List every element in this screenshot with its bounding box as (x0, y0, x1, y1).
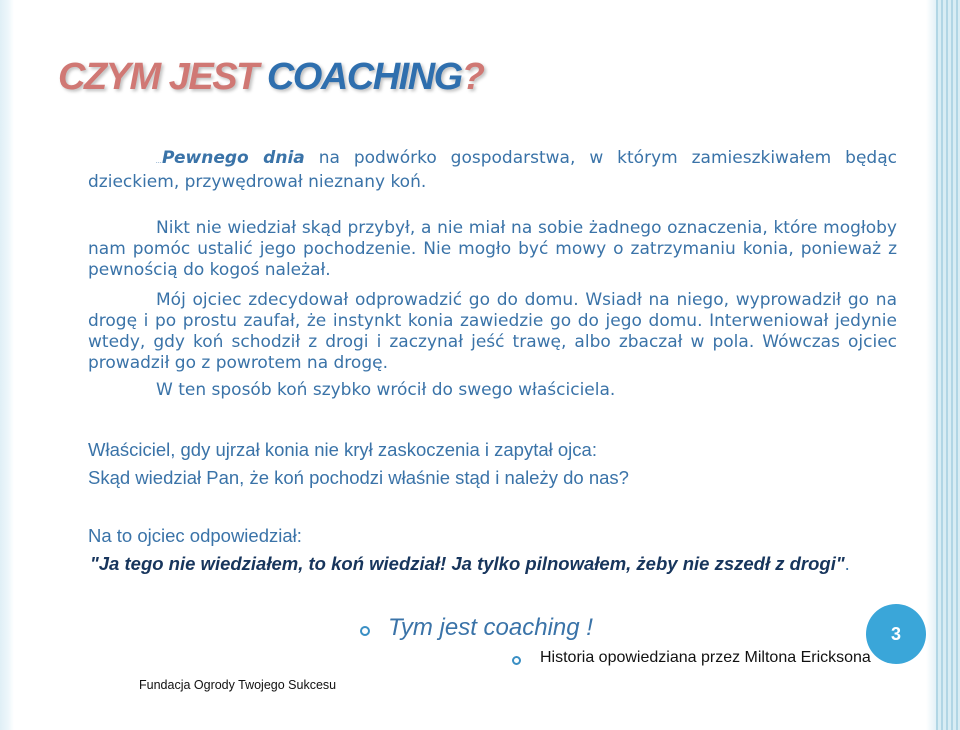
bullet-circle-icon (360, 626, 370, 636)
right-edge-fade (926, 0, 936, 730)
dialogue-line-2: Skąd wiedział Pan, że koń pochodzi właśnie stąd i należy do nas? (88, 467, 629, 488)
quote-period: . (844, 553, 850, 574)
story-source: Historia opowiedziana przez Miltona Ericksona (540, 649, 871, 666)
footer-organization: Fundacja Ogrody Twojego Sukcesu (139, 678, 337, 692)
slide-title (58, 56, 483, 99)
dialogue-line-3: Na to ojciec odpowiedział: (88, 525, 302, 546)
story-emphasis: Pewnego dnia (162, 148, 305, 168)
title-part-1: CZYM JEST (58, 56, 267, 98)
title-question-mark: ? (461, 56, 484, 98)
coaching-statement: Tym jest coaching ! (388, 614, 593, 641)
right-edge-stripes (936, 0, 960, 730)
story-paragraph-1-text: na podwórko gospodarstwa, w którym zamieszkiwałem będąc dzieckiem, przywędrował nieznany koń. (88, 148, 897, 192)
story-paragraph-2: Nikt nie wiedział skąd przybył, a nie miał na sobie żadnego oznaczenia, które mogłoby nam pomóc ustalić jego pochodzenie. Nie mogło być mowy o zatrzymaniu konia, ponieważ z pewnością do kogoś należał. (88, 218, 897, 280)
page-number-badge (866, 604, 926, 664)
left-edge-decoration (0, 0, 14, 730)
ellipsis: … (156, 158, 162, 165)
dialogue-quote-line (90, 552, 850, 576)
dialogue-line-1: Właściciel, gdy ujrzał konia nie krył zaskoczenia i zapytał ojca: (88, 439, 597, 460)
story-paragraph-3: Mój ojciec zdecydował odprowadzić go do domu. Wsiadł na niego, wyprowadził go na drogę i po prostu zaufał, że instynkt konia zawiedzie go do jego domu. Interweniował jedynie wtedy, gdy koń schodził z drogi i zaczynał jeść trawę, albo zbaczał w pola. Wówczas ojciec prowadził go z powrotem na drogę. (88, 290, 897, 373)
bullet-circle-icon (512, 656, 521, 665)
story-paragraph-1 (88, 148, 897, 193)
page-number: 3 (890, 623, 901, 644)
title-part-2: COACHING (266, 56, 462, 98)
story-paragraph-4: W ten sposób koń szybko wrócił do swego właściciela. (156, 380, 616, 400)
father-quote: "Ja tego nie wiedziałem, to koń wiedział! Ja tylko pilnowałem, żeby nie zszedł z drogi" (90, 553, 845, 574)
